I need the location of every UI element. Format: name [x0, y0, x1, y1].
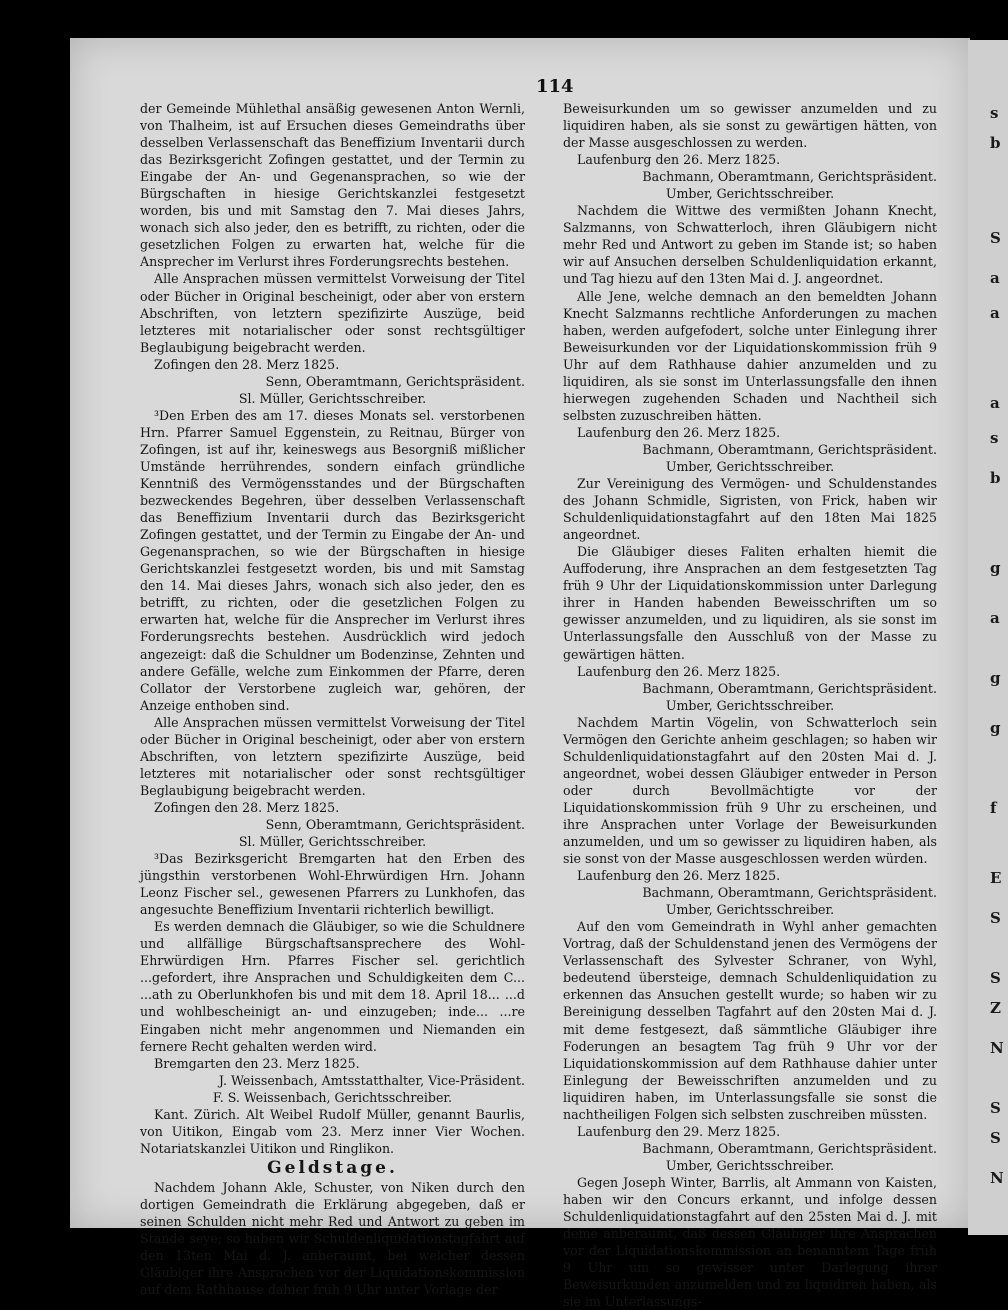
adjacent-page-glyph: s [990, 429, 999, 447]
paragraph: Nachdem die Wittwe des vermißten Johann Knecht, Salzmanns, von Schwatterloch, ihren Gläubigern nicht mehr Red und Antwort zu geben im Stande ist; so haben wir auf Ansuchen derselben Schuldenliquidation erkannt, und Tag hiezu auf den 13ten Mai d. J. angeordnet. [563, 203, 937, 287]
clerk-signature-line: F. S. Weissenbach, Gerichtsschreiber. [212, 1089, 453, 1105]
paragraph: Gegen Joseph Winter, Barrlis, alt Ammann von Kaisten, haben wir den Concurs erkannt, und infolge dessen Schuldenliquidationstagfahrt auf den 25sten Mai d. J. mit deme anberaumt, daß dessen Gläubiger ihre Ansprachen vor der Liquidationskommission an benanntem Tage früh 9 Uhr um so gewisser unter Darlegung ihrer Beweisurkunden anzumelden und zu liquidiren haben, als sie im Unterlassungs- [563, 1174, 937, 1310]
adjacent-page-glyph: N [990, 1039, 1004, 1057]
adjacent-page-glyph: S [990, 1099, 1001, 1117]
page-number: 114 [536, 76, 574, 97]
right-column [563, 100, 937, 1310]
signature-line: Bachmann, Oberamtmann, Gerichtspräsident. [642, 169, 937, 185]
paragraph: Kant. Zürich. Alt Weibel Rudolf Müller, genannt Baurlis, von Uitikon, Eingab vom 23. Merz inner Vier Wochen. Notariatskanzlei Uitikon und Ringlikon. [140, 1106, 525, 1156]
paragraph: Alle Jene, welche demnach an den bemeldten Johann Knecht Salzmanns rechtliche Anforderungen zu machen haben, werden aufgefodert, solche unter Einlegung ihrer Beweisurkunden vor der Liquidationskommission früh 9 Uhr auf dem Rathhause dahier anzumelden und zu liquidiren, als sie sonst im Unterlassungsfalle den ihnen hierwegen zugehenden Schaden und Nachtheil sich selbsten zuzuschreiben hätten. [563, 288, 937, 423]
paragraph: Es werden demnach die Gläubiger, so wie die Schuldnere und allfällige Bürgschaftsansprechere des Wohl-Ehrwürdigen Hrn. Pfarres Fischer sel. gerichtlich ...gefordert, ihre Ansprachen und Schuldigkeiten dem C... ...ath zu Oberlunkhofen bis und mit dem 18. April 18... ...d und wohlbescheinigt an- und einzugeben; inde... ...re Eingaben nicht mehr angenommen und Niemanden ein fernere Recht gehalten werden wird. [140, 919, 525, 1054]
adjacent-page-glyph: g [990, 669, 1001, 687]
clerk-signature-line: Umber, Gerichtsschreiber. [665, 1157, 835, 1173]
clerk-signature-line: Umber, Gerichtsschreiber. [665, 186, 835, 202]
signature-line: Bachmann, Oberamtmann, Gerichtspräsident. [642, 441, 937, 457]
paragraph: Laufenburg den 26. Merz 1825. [577, 152, 781, 168]
paragraph: Laufenburg den 26. Merz 1825. [577, 424, 781, 440]
clerk-signature-line: Sl. Müller, Gerichtsschreiber. [238, 834, 427, 850]
paragraph: Laufenburg den 29. Merz 1825. [577, 1123, 781, 1139]
signature-line: Senn, Oberamtmann, Gerichtspräsident. [265, 373, 525, 389]
clerk-signature-line: Umber, Gerichtsschreiber. [665, 697, 835, 713]
adjacent-page-glyph: f [990, 799, 997, 817]
adjacent-page-edge [968, 40, 1008, 1235]
adjacent-page-glyph: S [990, 969, 1001, 987]
paragraph: Zofingen den 28. Merz 1825. [154, 356, 340, 372]
paragraph: Nachdem Martin Vögelin, von Schwatterloch sein Vermögen den Gerichte anheim geschlagen; so haben wir Schuldenliquidationstagfahrt auf den 20sten Mai d. J. angeordnet, wobei dessen Gläubiger entweder in Person oder durch Bevollmächtigte vor der Liquidationskommission früh 9 Uhr zu erscheinen, und ihre Ansprachen unter Vorlage der Beweisurkunden anzumelden, und um so gewisser zu liquidiren haben, als sie sonst von der Masse ausgeschlossen werden würden. [563, 714, 937, 867]
paragraph: der Gemeinde Mühlethal ansäßig gewesenen Anton Wernli, von Thalheim, ist auf Ersuchen dieses Gemeindraths über desselben Verlassenschaft das Beneffizium Inventarii durch das Bezirksgericht Zofingen gestattet, und der Termin zu Eingabe der An- und Gegenansprachen, so wie der Bürgschaften in hiesige Gerichtskanzlei festgesetzt worden, bis und mit Samstag den 7. Mai dieses Jahrs, wonach sich also jeder, den es betrifft, zu richten, oder die gesetzlichen Folgen zu erwarten hat, welche für die Ansprecher im Verlurst ihres Forderungsrechts bestehen. [140, 101, 525, 270]
paragraph: Nachdem Johann Akle, Schuster, von Niken durch den dortigen Gemeindrath die Erklärung abgegeben, daß er seinen Schulden nicht mehr Red und Antwort zu geben im Stande seye; so haben wir Schuldenliquidationstagfahrt auf den 13ten Mai d. J. anberaumt, bei welcher dessen Gläubiger ihre Ansprachen vor der Liquidationskommission auf dem Rathhause dahier früh 9 Uhr unter Vorlage der [140, 1179, 525, 1298]
signature-line: Bachmann, Oberamtmann, Gerichtspräsident. [642, 885, 937, 901]
adjacent-page-glyph: E [990, 869, 1002, 887]
paragraph: Beweisurkunden um so gewisser anzumelden und zu liquidiren haben, als sie sonst zu gewärtigen hätten, von der Masse ausgeschlossen zu werden. [563, 101, 937, 151]
adjacent-page-glyph: g [990, 559, 1001, 577]
adjacent-page-glyph: a [990, 609, 1000, 627]
adjacent-page-glyph: a [990, 269, 1000, 287]
paragraph: ³Das Bezirksgericht Bremgarten hat den Erben des jüngsthin verstorbenen Wohl-Ehrwürdigen Hrn. Johann Leonz Fischer sel., gewesenen Pfarrers zu Lunkhofen, das angesuchte Beneffizium Inventarii richterlich bewilligt. [140, 851, 525, 918]
clerk-signature-line: Sl. Müller, Gerichtsschreiber. [238, 390, 427, 406]
paragraph: Bremgarten den 23. Merz 1825. [154, 1055, 360, 1071]
adjacent-page-glyph: S [990, 229, 1001, 247]
clerk-signature-line: Umber, Gerichtsschreiber. [665, 458, 835, 474]
adjacent-page-glyph: s [990, 104, 999, 122]
adjacent-page-glyph: S [990, 1129, 1001, 1147]
clerk-signature-line: Umber, Gerichtsschreiber. [665, 902, 835, 918]
paragraph: Zur Vereinigung des Vermögen- und Schuldenstandes des Johann Schmidle, Sigristen, von Frick, haben wir Schuldenliquidationstagfahrt auf den 18ten Mai 1825 angeordnet. [563, 476, 937, 543]
left-column [140, 100, 525, 1298]
paragraph: Laufenburg den 26. Merz 1825. [577, 868, 781, 884]
paragraph: Alle Ansprachen müssen vermittelst Vorweisung der Titel oder Bücher in Original bescheinigt, oder aber von erstern Abschriften, von letztern spezifizirte Auszüge, beid letzteres mit notarialischer oder sonst rechtsgültiger Beglaubigung beigebracht werden. [140, 271, 525, 355]
section-heading: Geldstage. [267, 1157, 398, 1178]
adjacent-page-glyph: b [990, 469, 1001, 487]
paragraph: Laufenburg den 26. Merz 1825. [577, 663, 781, 679]
signature-line: J. Weissenbach, Amtsstatthalter, Vice-Präsident. [218, 1072, 525, 1088]
paragraph: Auf den vom Gemeindrath in Wyhl anher gemachten Vortrag, daß der Schuldenstand jenen des Vermögens der Verlassenschaft des Sylvester Schraner, von Wyhl, bedeutend übersteige, demnach Schuldenliquidation zu erkennen das Ansuchen gestellt wurde; so haben wir zu Bereinigung desselben Tagfahrt auf den 20sten Mai d. J. mit deme festgesezt, daß sämmtliche Gläubiger ihre Foderungen an besagtem Tag früh 9 Uhr vor der Liquidationskommission auf dem Rathhause dahier unter Einlegung der Beweisschriften anzumelden und zu liquidiren haben, im Unterlassungsfalle sie sonst die nachtheiligen Folgen sich selbsten zuschreiben müssten. [563, 919, 937, 1122]
adjacent-page-glyph: g [990, 719, 1001, 737]
adjacent-page-glyph: a [990, 394, 1000, 412]
adjacent-page-glyph: S [990, 909, 1001, 927]
adjacent-page-glyph: b [990, 134, 1001, 152]
signature-line: Senn, Oberamtmann, Gerichtspräsident. [265, 816, 525, 832]
signature-line: Bachmann, Oberamtmann, Gerichtspräsident. [642, 1140, 937, 1156]
paragraph: Die Gläubiger dieses Faliten erhalten hiemit die Auffoderung, ihre Ansprachen an dem festgesetzten Tag früh 9 Uhr der Liquidationskommission unter Darlegung ihrer in Handen habenden Beweisschriften um so gewisser anzumelden, und zu liquidiren, als sie sonst im Unterlassungsfalle den Ausschluß von der Masse zu gewärtigen hätten. [563, 544, 937, 662]
signature-line: Bachmann, Oberamtmann, Gerichtspräsident. [642, 680, 937, 696]
adjacent-page-glyph: N [990, 1169, 1004, 1187]
paragraph: Zofingen den 28. Merz 1825. [154, 799, 340, 815]
paragraph: Alle Ansprachen müssen vermittelst Vorweisung der Titel oder Bücher in Original bescheinigt, oder aber von erstern Abschriften, von letztern spezifizirte Auszüge, beid letzteres mit notarialischer oder sonst rechtsgültiger Beglaubigung beigebracht werden. [140, 714, 525, 798]
paragraph: ³Den Erben des am 17. dieses Monats sel. verstorbenen Hrn. Pfarrer Samuel Eggenstein, zu Reitnau, Bürger von Zofingen, ist auf ihr, keineswegs aus Besorgniß mißlicher Umstände herrührendes, sondern einfach gründliche Kenntniß des Vermögensstandes und der Bürgschaften bezweckendes Begehren, über desselben Verlassenschaft das Beneffizium Inventarii durch das Bezirksgericht Zofingen gestattet, und der Termin zu Eingabe der An- und Gegenansprachen, so wie der Bürgschaften in hiesige Gerichtskanzlei festgesetzt worden, bis und mit Samstag den 14. Mai dieses Jahrs, wonach sich also jeder, den es betrifft, zu richten, oder die gesetzlichen Folgen zu erwarten hat, welche für die Ansprecher im Verlurst ihres Forderungsrechts bestehen. Ausdrücklich wird jedoch angezeigt: daß die Schuldner um Bodenzinse, Zehnten und andere Gefälle, welche zum Einkommen der Pfarre, deren Collator der Verstorbene zugleich war, gehören, der Anzeige enthoben sind. [140, 407, 525, 713]
adjacent-page-glyph: Z [990, 999, 1001, 1017]
adjacent-page-glyph: a [990, 304, 1000, 322]
